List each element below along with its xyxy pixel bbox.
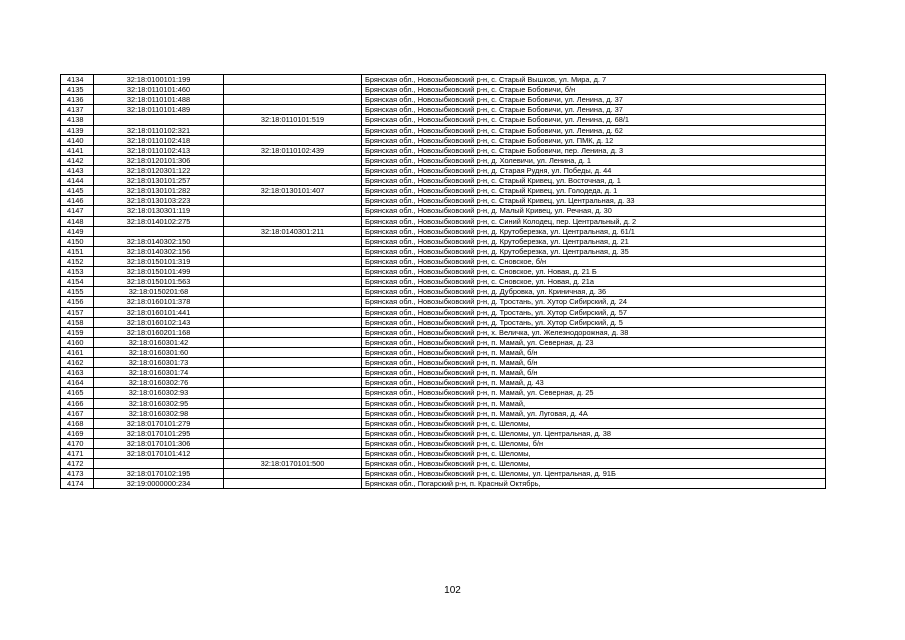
table-row xyxy=(61,216,826,226)
cadastral-number-cell: 32:18:0140302:150 xyxy=(94,236,224,246)
linked-cadastral-number-cell: 32:18:0170101:500 xyxy=(224,459,362,469)
cadastral-number-cell: 32:18:0140302:156 xyxy=(94,246,224,256)
table-row xyxy=(61,408,826,418)
row-number-cell: 4136 xyxy=(61,95,94,105)
linked-cadastral-number-cell xyxy=(224,85,362,95)
table-row xyxy=(61,297,826,307)
cadastral-number-cell xyxy=(94,226,224,236)
row-number-cell: 4160 xyxy=(61,337,94,347)
address-cell: Брянская обл., Новозыбковский р-н, с. Сновское, ул. Новая, д. 21 Б xyxy=(362,267,826,277)
row-number-cell: 4174 xyxy=(61,479,94,489)
linked-cadastral-number-cell xyxy=(224,347,362,357)
address-cell: Брянская обл., Новозыбковский р-н, с. Старый Кривец, ул. Голодеда, д. 1 xyxy=(362,186,826,196)
cadastral-number-cell: 32:18:0120301:122 xyxy=(94,165,224,175)
cadastral-number-cell: 32:18:0160301:42 xyxy=(94,337,224,347)
table-row xyxy=(61,479,826,489)
address-cell: Брянская обл., Новозыбковский р-н, с. Шеломы, xyxy=(362,418,826,428)
cadastral-number-cell: 32:18:0160301:74 xyxy=(94,368,224,378)
linked-cadastral-number-cell: 32:18:0110102:439 xyxy=(224,145,362,155)
table-row xyxy=(61,469,826,479)
row-number-cell: 4169 xyxy=(61,428,94,438)
table-row xyxy=(61,206,826,216)
table-row xyxy=(61,398,826,408)
row-number-cell: 4148 xyxy=(61,216,94,226)
linked-cadastral-number-cell xyxy=(224,165,362,175)
table-row xyxy=(61,327,826,337)
cadastral-number-cell: 32:18:0160302:98 xyxy=(94,408,224,418)
cadastral-number-cell: 32:18:0150201:68 xyxy=(94,287,224,297)
table-row xyxy=(61,307,826,317)
linked-cadastral-number-cell xyxy=(224,256,362,266)
linked-cadastral-number-cell xyxy=(224,449,362,459)
cadastral-number-cell: 32:18:0150101:563 xyxy=(94,277,224,287)
linked-cadastral-number-cell xyxy=(224,216,362,226)
table-row xyxy=(61,459,826,469)
table-row xyxy=(61,145,826,155)
cadastral-number-cell: 32:18:0160101:378 xyxy=(94,297,224,307)
cadastral-number-cell: 32:18:0110101:489 xyxy=(94,105,224,115)
row-number-cell: 4155 xyxy=(61,287,94,297)
linked-cadastral-number-cell xyxy=(224,398,362,408)
table-row xyxy=(61,135,826,145)
linked-cadastral-number-cell xyxy=(224,317,362,327)
table-row xyxy=(61,246,826,256)
register-table-body xyxy=(61,75,826,489)
address-cell: Брянская обл., Новозыбковский р-н, п. Мамай, ул. Северная, д. 23 xyxy=(362,337,826,347)
cadastral-number-cell: 32:18:0160201:168 xyxy=(94,327,224,337)
cadastral-number-cell: 32:18:0160302:95 xyxy=(94,398,224,408)
table-row xyxy=(61,388,826,398)
table-row xyxy=(61,176,826,186)
table-row xyxy=(61,155,826,165)
row-number-cell: 4145 xyxy=(61,186,94,196)
table-row xyxy=(61,105,826,115)
address-cell: Брянская обл., Новозыбковский р-н, с. Шеломы, ул. Центральная, д. 91Б xyxy=(362,469,826,479)
cadastral-number-cell: 32:18:0100101:199 xyxy=(94,75,224,85)
address-cell: Брянская обл., Новозыбковский р-н, с. Старый Кривец, ул. Восточная, д. 1 xyxy=(362,176,826,186)
address-cell: Брянская обл., Новозыбковский р-н, с. Старые Бобовичи, ул. ПМК, д. 12 xyxy=(362,135,826,145)
linked-cadastral-number-cell xyxy=(224,95,362,105)
cadastral-number-cell: 32:18:0170101:279 xyxy=(94,418,224,428)
address-cell: Брянская обл., Новозыбковский р-н, д. Тростань, ул. Хутор Сибирский, д. 24 xyxy=(362,297,826,307)
cadastral-number-cell: 32:18:0170102:195 xyxy=(94,469,224,479)
table-row xyxy=(61,236,826,246)
linked-cadastral-number-cell xyxy=(224,267,362,277)
linked-cadastral-number-cell xyxy=(224,246,362,256)
linked-cadastral-number-cell xyxy=(224,75,362,85)
row-number-cell: 4153 xyxy=(61,267,94,277)
linked-cadastral-number-cell xyxy=(224,176,362,186)
address-cell: Брянская обл., Новозыбковский р-н, п. Мамай, ул. Северная, д. 25 xyxy=(362,388,826,398)
cadastral-number-cell: 32:18:0110102:418 xyxy=(94,135,224,145)
row-number-cell: 4139 xyxy=(61,125,94,135)
cadastral-number-cell: 32:18:0160301:60 xyxy=(94,347,224,357)
row-number-cell: 4171 xyxy=(61,449,94,459)
table-row xyxy=(61,368,826,378)
table-row xyxy=(61,428,826,438)
cadastral-number-cell: 32:18:0130101:257 xyxy=(94,176,224,186)
address-cell: Брянская обл., Новозыбковский р-н, д. Малый Кривец, ул. Речная, д. 30 xyxy=(362,206,826,216)
cadastral-number-cell: 32:18:0170101:412 xyxy=(94,449,224,459)
linked-cadastral-number-cell xyxy=(224,358,362,368)
cadastral-number-cell: 32:18:0160302:76 xyxy=(94,378,224,388)
linked-cadastral-number-cell xyxy=(224,479,362,489)
linked-cadastral-number-cell xyxy=(224,408,362,418)
linked-cadastral-number-cell xyxy=(224,155,362,165)
linked-cadastral-number-cell xyxy=(224,428,362,438)
row-number-cell: 4149 xyxy=(61,226,94,236)
cadastral-number-cell: 32:18:0110101:488 xyxy=(94,95,224,105)
cadastral-number-cell: 32:18:0160102:143 xyxy=(94,317,224,327)
table-row xyxy=(61,438,826,448)
address-cell: Брянская обл., Новозыбковский р-н, д. Холевичи, ул. Ленина, д. 1 xyxy=(362,155,826,165)
cadastral-number-cell: 32:18:0110101:460 xyxy=(94,85,224,95)
linked-cadastral-number-cell xyxy=(224,236,362,246)
linked-cadastral-number-cell: 32:18:0130101:407 xyxy=(224,186,362,196)
address-cell: Брянская обл., Новозыбковский р-н, д. Крутоберезка, ул. Центральная, д. 61/1 xyxy=(362,226,826,236)
cadastral-number-cell xyxy=(94,115,224,125)
row-number-cell: 4157 xyxy=(61,307,94,317)
row-number-cell: 4152 xyxy=(61,256,94,266)
row-number-cell: 4141 xyxy=(61,145,94,155)
linked-cadastral-number-cell xyxy=(224,438,362,448)
cadastral-number-cell: 32:19:0000000:234 xyxy=(94,479,224,489)
linked-cadastral-number-cell xyxy=(224,277,362,287)
address-cell: Брянская обл., Новозыбковский р-н, с. Старый Вышков, ул. Мира, д. 7 xyxy=(362,75,826,85)
address-cell: Брянская обл., Новозыбковский р-н, п. Мамай, б/н xyxy=(362,358,826,368)
linked-cadastral-number-cell xyxy=(224,125,362,135)
row-number-cell: 4161 xyxy=(61,347,94,357)
row-number-cell: 4167 xyxy=(61,408,94,418)
address-cell: Брянская обл., Новозыбковский р-н, с. Сновское, ул. Новая, д. 21а xyxy=(362,277,826,287)
row-number-cell: 4159 xyxy=(61,327,94,337)
linked-cadastral-number-cell: 32:18:0110101:519 xyxy=(224,115,362,125)
address-cell: Брянская обл., Новозыбковский р-н, с. Синий Колодец, пер. Центральный, д. 2 xyxy=(362,216,826,226)
row-number-cell: 4168 xyxy=(61,418,94,428)
table-row xyxy=(61,287,826,297)
row-number-cell: 4146 xyxy=(61,196,94,206)
cadastral-number-cell: 32:18:0110102:413 xyxy=(94,145,224,155)
row-number-cell: 4163 xyxy=(61,368,94,378)
cadastral-number-cell: 32:18:0160101:441 xyxy=(94,307,224,317)
table-row xyxy=(61,186,826,196)
cadastral-number-cell: 32:18:0130301:119 xyxy=(94,206,224,216)
row-number-cell: 4147 xyxy=(61,206,94,216)
address-cell: Брянская обл., Новозыбковский р-н, с. Старые Бобовичи, пер. Ленина, д. 3 xyxy=(362,145,826,155)
table-row xyxy=(61,277,826,287)
row-number-cell: 4158 xyxy=(61,317,94,327)
row-number-cell: 4170 xyxy=(61,438,94,448)
address-cell: Брянская обл., Новозыбковский р-н, с. Сновское, б/н xyxy=(362,256,826,266)
address-cell: Брянская обл., Погарский р-н, п. Красный Октябрь, xyxy=(362,479,826,489)
table-row xyxy=(61,125,826,135)
table-row xyxy=(61,85,826,95)
row-number-cell: 4134 xyxy=(61,75,94,85)
cadastral-number-cell: 32:18:0150101:499 xyxy=(94,267,224,277)
cadastral-number-cell: 32:18:0120101:306 xyxy=(94,155,224,165)
table-row xyxy=(61,267,826,277)
row-number-cell: 4138 xyxy=(61,115,94,125)
cadastral-number-cell: 32:18:0110102:321 xyxy=(94,125,224,135)
address-cell: Брянская обл., Новозыбковский р-н, с. Шеломы, б/н xyxy=(362,438,826,448)
address-cell: Брянская обл., Новозыбковский р-н, п. Мамай, ул. Луговая, д. 4А xyxy=(362,408,826,418)
page-number: 102 xyxy=(444,585,461,596)
table-row xyxy=(61,256,826,266)
address-cell: Брянская обл., Новозыбковский р-н, с. Старые Бобовичи, ул. Ленина, д. 37 xyxy=(362,105,826,115)
register-table xyxy=(60,74,826,489)
cadastral-number-cell: 32:18:0140102:275 xyxy=(94,216,224,226)
address-cell: Брянская обл., Новозыбковский р-н, д. Тростань, ул. Хутор Сибирский, д. 57 xyxy=(362,307,826,317)
address-cell: Брянская обл., Новозыбковский р-н, п. Мамай, д. 43 xyxy=(362,378,826,388)
table-row xyxy=(61,226,826,236)
cadastral-number-cell: 32:18:0170101:306 xyxy=(94,438,224,448)
address-cell: Брянская обл., Новозыбковский р-н, д. Дубровка, ул. Криничная, д. 36 xyxy=(362,287,826,297)
row-number-cell: 4164 xyxy=(61,378,94,388)
row-number-cell: 4173 xyxy=(61,469,94,479)
address-cell: Брянская обл., Новозыбковский р-н, п. Мамай, xyxy=(362,398,826,408)
row-number-cell: 4166 xyxy=(61,398,94,408)
linked-cadastral-number-cell: 32:18:0140301:211 xyxy=(224,226,362,236)
row-number-cell: 4162 xyxy=(61,358,94,368)
row-number-cell: 4142 xyxy=(61,155,94,165)
table-row xyxy=(61,115,826,125)
linked-cadastral-number-cell xyxy=(224,388,362,398)
linked-cadastral-number-cell xyxy=(224,337,362,347)
linked-cadastral-number-cell xyxy=(224,196,362,206)
linked-cadastral-number-cell xyxy=(224,105,362,115)
row-number-cell: 4165 xyxy=(61,388,94,398)
linked-cadastral-number-cell xyxy=(224,297,362,307)
address-cell: Брянская обл., Новозыбковский р-н, с. Старые Бобовичи, ул. Ленина, д. 62 xyxy=(362,125,826,135)
address-cell: Брянская обл., Новозыбковский р-н, с. Шеломы, xyxy=(362,459,826,469)
cadastral-number-cell: 32:18:0170101:295 xyxy=(94,428,224,438)
row-number-cell: 4150 xyxy=(61,236,94,246)
table-row xyxy=(61,317,826,327)
address-cell: Брянская обл., Новозыбковский р-н, п. Мамай, б/н xyxy=(362,368,826,378)
table-row xyxy=(61,165,826,175)
address-cell: Брянская обл., Новозыбковский р-н, с. Шеломы, xyxy=(362,449,826,459)
cadastral-number-cell xyxy=(94,459,224,469)
table-row xyxy=(61,418,826,428)
table-row xyxy=(61,378,826,388)
address-cell: Брянская обл., Новозыбковский р-н, д. Тростань, ул. Хутор Сибирский, д. 5 xyxy=(362,317,826,327)
table-row xyxy=(61,95,826,105)
address-cell: Брянская обл., Новозыбковский р-н, х. Величка, ул. Железнодорожная, д. 38 xyxy=(362,327,826,337)
cadastral-number-cell: 32:18:0130103:223 xyxy=(94,196,224,206)
row-number-cell: 4144 xyxy=(61,176,94,186)
table-row xyxy=(61,449,826,459)
linked-cadastral-number-cell xyxy=(224,368,362,378)
row-number-cell: 4137 xyxy=(61,105,94,115)
address-cell: Брянская обл., Новозыбковский р-н, д. Старая Рудня, ул. Победы, д. 44 xyxy=(362,165,826,175)
row-number-cell: 4172 xyxy=(61,459,94,469)
table-row xyxy=(61,358,826,368)
row-number-cell: 4154 xyxy=(61,277,94,287)
cadastral-number-cell: 32:18:0160301:73 xyxy=(94,358,224,368)
address-cell: Брянская обл., Новозыбковский р-н, д. Крутоберезка, ул. Центральная, д. 21 xyxy=(362,236,826,246)
table-row xyxy=(61,196,826,206)
cadastral-number-cell: 32:18:0160302:93 xyxy=(94,388,224,398)
address-cell: Брянская обл., Новозыбковский р-н, с. Старый Кривец, ул. Центральная, д. 33 xyxy=(362,196,826,206)
address-cell: Брянская обл., Новозыбковский р-н, п. Мамай, б/н xyxy=(362,347,826,357)
linked-cadastral-number-cell xyxy=(224,378,362,388)
address-cell: Брянская обл., Новозыбковский р-н, с. Старые Бобовичи, ул. Ленина, д. 68/1 xyxy=(362,115,826,125)
linked-cadastral-number-cell xyxy=(224,307,362,317)
linked-cadastral-number-cell xyxy=(224,206,362,216)
linked-cadastral-number-cell xyxy=(224,469,362,479)
table-row xyxy=(61,337,826,347)
cadastral-number-cell: 32:18:0150101:319 xyxy=(94,256,224,266)
address-cell: Брянская обл., Новозыбковский р-н, с. Старые Бобовичи, ул. Ленина, д. 37 xyxy=(362,95,826,105)
address-cell: Брянская обл., Новозыбковский р-н, д. Крутоберезка, ул. Центральная, д. 35 xyxy=(362,246,826,256)
address-cell: Брянская обл., Новозыбковский р-н, с. Шеломы, ул. Центральная, д. 38 xyxy=(362,428,826,438)
row-number-cell: 4135 xyxy=(61,85,94,95)
row-number-cell: 4156 xyxy=(61,297,94,307)
linked-cadastral-number-cell xyxy=(224,327,362,337)
table-row xyxy=(61,347,826,357)
row-number-cell: 4140 xyxy=(61,135,94,145)
cadastral-number-cell: 32:18:0130101:282 xyxy=(94,186,224,196)
linked-cadastral-number-cell xyxy=(224,418,362,428)
linked-cadastral-number-cell xyxy=(224,135,362,145)
row-number-cell: 4151 xyxy=(61,246,94,256)
address-cell: Брянская обл., Новозыбковский р-н, с. Старые Бобовичи, б/н xyxy=(362,85,826,95)
table-row xyxy=(61,75,826,85)
linked-cadastral-number-cell xyxy=(224,287,362,297)
row-number-cell: 4143 xyxy=(61,165,94,175)
